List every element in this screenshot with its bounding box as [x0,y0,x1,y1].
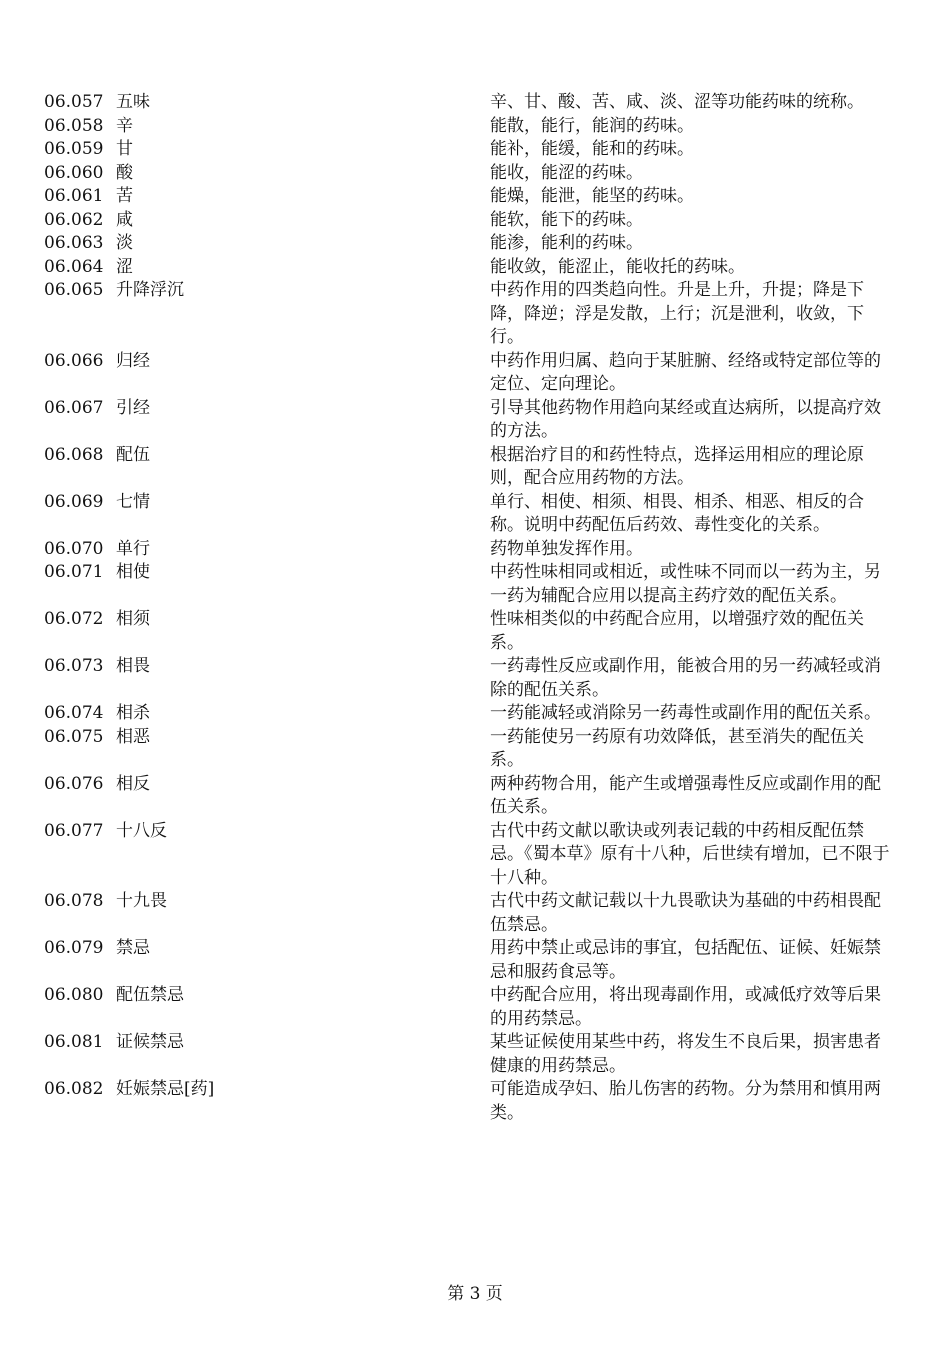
term-entry [0,937,950,984]
page-footer [0,1283,950,1306]
term-number: 06.064 [44,256,104,277]
term-name: 升降浮沉 [116,280,184,300]
term-name: 苦 [116,186,133,206]
term-name: 涩 [116,256,133,277]
page-number: 第 3 页 [447,1284,503,1304]
term-entry [0,185,950,209]
term-entry [0,702,950,726]
term-number: 06.079 [44,938,104,958]
term-entry [0,1078,950,1125]
term-name: 相须 [116,609,150,629]
term-entry [0,350,950,397]
term-number: 06.063 [44,233,104,253]
term-entry [0,232,950,256]
term-name: 七情 [116,491,150,512]
term-definition: 一药能使另一药原有功效降低，甚至消失的配伍关系。 [490,726,864,770]
term-name: 相反 [116,773,150,794]
term-definition: 中药作用的四类趋向性。升是上升，升提；降是下降，降逆；浮是发散，上行；沉是泄利，收敛，下行。 [490,280,864,347]
term-name: 配伍 [116,444,150,465]
term-entry [0,726,950,773]
term-number: 06.060 [44,162,104,183]
term-number: 06.068 [44,444,104,465]
term-name: 酸 [116,162,133,183]
term-entry [0,91,950,115]
term-number: 06.057 [44,92,104,112]
term-entry [0,491,950,538]
term-number: 06.078 [44,891,104,911]
term-name: 甘 [116,139,133,159]
term-entry [0,162,950,186]
term-entry [0,890,950,937]
term-number: 06.058 [44,115,104,136]
term-entry [0,608,950,655]
term-definition: 一药毒性反应或副作用，能被合用的另一药减轻或消除的配伍关系。 [490,656,881,700]
term-definition: 可能造成孕妇、胎儿伤害的药物。分为禁用和慎用两类。 [490,1079,881,1123]
term-entry [0,773,950,820]
term-name: 配伍禁忌 [116,985,184,1005]
term-name: 十九畏 [116,891,167,911]
term-definition: 能收敛，能涩止，能收托的药味。 [490,256,745,277]
term-number: 06.074 [44,703,104,723]
term-name: 淡 [116,233,133,253]
term-entry [0,279,950,350]
term-entry [0,655,950,702]
term-name: 辛 [116,115,133,136]
term-definition: 辛、甘、酸、苦、咸、淡、涩等功能药味的统称。 [490,92,864,112]
term-name: 归经 [116,350,150,371]
term-name: 相恶 [116,726,150,747]
term-definition: 中药配合应用，将出现毒副作用，或减低疗效等后果的用药禁忌。 [490,985,881,1029]
term-name: 十八反 [116,820,167,841]
term-name: 证候禁忌 [116,1032,184,1052]
term-number: 06.072 [44,609,104,629]
term-definition: 中药作用归属、趋向于某脏腑、经络或特定部位等的定位、定向理论。 [490,350,881,394]
term-entry [0,138,950,162]
term-name: 咸 [116,209,133,230]
term-entry [0,984,950,1031]
term-entry [0,209,950,233]
term-definition: 单行、相使、相须、相畏、相杀、相恶、相反的合称。说明中药配伍后药效、毒性变化的关系。 [490,491,864,535]
term-number: 06.076 [44,773,104,794]
term-definition: 能补，能缓，能和的药味。 [490,139,694,159]
term-number: 06.065 [44,280,104,300]
term-definition: 性味相类似的中药配合应用，以增强疗效的配伍关系。 [490,609,864,653]
term-number: 06.081 [44,1032,104,1052]
term-entry [0,561,950,608]
term-definition: 一药能减轻或消除另一药毒性或副作用的配伍关系。 [490,703,881,723]
term-name: 单行 [116,538,150,559]
term-number: 06.082 [44,1079,104,1099]
term-definition: 两种药物合用，能产生或增强毒性反应或副作用的配伍关系。 [490,773,881,817]
term-number: 06.069 [44,491,104,512]
term-definition: 古代中药文献以歌诀或列表记载的中药相反配伍禁忌。《蜀本草》原有十八种，后世续有增加，已不限于十八种。 [490,820,890,888]
term-definition: 能渗，能利的药味。 [490,233,643,253]
term-name: 相杀 [116,703,150,723]
term-name: 相使 [116,562,150,582]
term-name: 五味 [116,92,150,112]
term-number: 06.066 [44,350,104,371]
term-number: 06.075 [44,726,104,747]
term-number: 06.071 [44,562,104,582]
term-entry [0,444,950,491]
term-definition: 能散，能行，能润的药味。 [490,115,694,136]
term-definition: 药物单独发挥作用。 [490,538,643,559]
term-definition: 引导其他药物作用趋向某经或直达病所，以提高疗效的方法。 [490,397,881,441]
term-definition: 古代中药文献记载以十九畏歌诀为基础的中药相畏配伍禁忌。 [490,891,881,935]
term-number: 06.059 [44,139,104,159]
term-definition: 中药性味相同或相近，或性味不同而以一药为主，另一药为辅配合应用以提高主药疗效的配伍关系。 [490,562,881,606]
term-name: 妊娠禁忌[药] [116,1079,215,1099]
term-definition: 能燥，能泄，能坚的药味。 [490,186,694,206]
term-entry [0,115,950,139]
term-definition: 能软，能下的药味。 [490,209,643,230]
term-definition: 能收，能涩的药味。 [490,162,643,183]
term-list [0,91,950,1125]
term-number: 06.062 [44,209,104,230]
term-entry [0,538,950,562]
term-number: 06.077 [44,820,104,841]
term-definition: 根据治疗目的和药性特点，选择运用相应的理论原则，配合应用药物的方法。 [490,444,864,488]
term-number: 06.073 [44,656,104,676]
term-number: 06.061 [44,186,104,206]
term-entry [0,256,950,280]
term-name: 相畏 [116,656,150,676]
term-name: 禁忌 [116,938,150,958]
term-name: 引经 [116,397,150,418]
term-entry [0,820,950,891]
term-definition: 某些证候使用某些中药，将发生不良后果，损害患者健康的用药禁忌。 [490,1032,881,1076]
term-entry [0,397,950,444]
term-number: 06.067 [44,397,104,418]
term-number: 06.070 [44,538,104,559]
term-entry [0,1031,950,1078]
term-number: 06.080 [44,985,104,1005]
term-definition: 用药中禁止或忌讳的事宜，包括配伍、证候、妊娠禁忌和服药食忌等。 [490,938,881,982]
